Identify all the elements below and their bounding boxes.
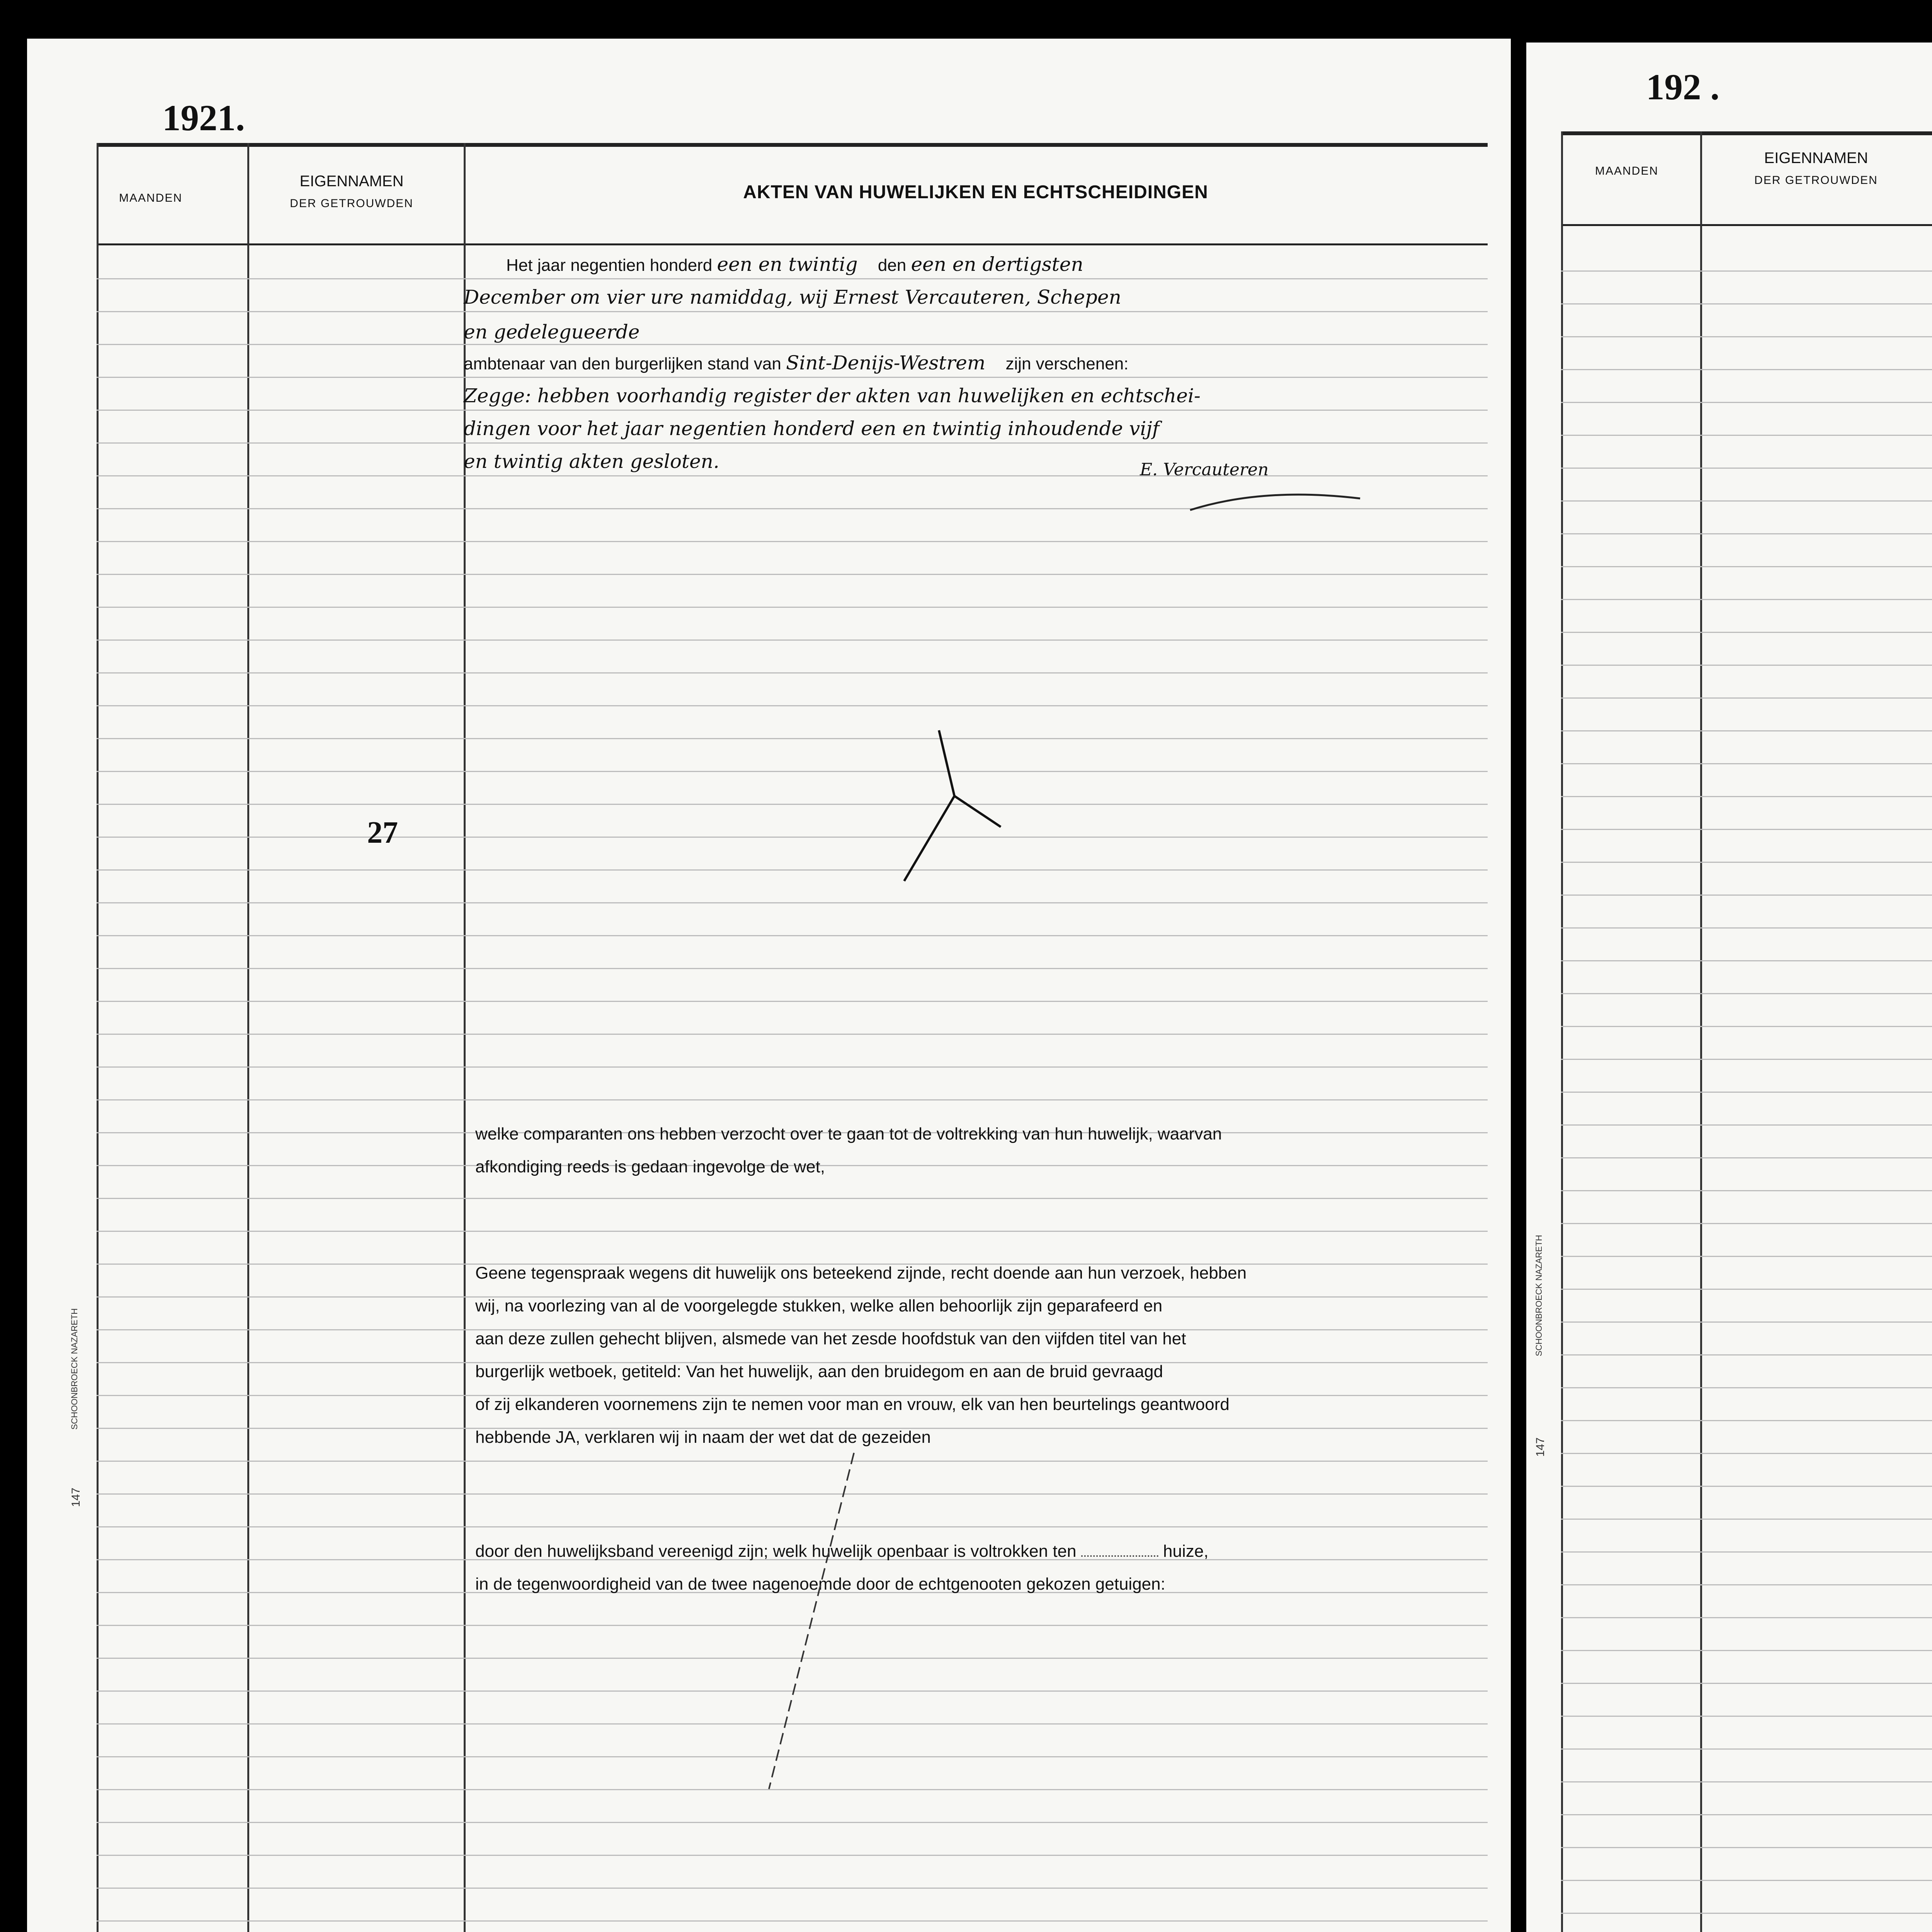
printer-imprint: SCHOONBROECK NAZARETH <box>1534 1235 1544 1356</box>
para1-line1: welke comparanten ons hebben verzocht over te gaan tot de voltrekking van hun huwelijk, waarvan <box>475 1124 1222 1143</box>
diagonal-cancel-line <box>761 1449 862 1797</box>
ruled-line <box>1561 1814 1932 1815</box>
ruled-line <box>97 738 1488 739</box>
signature-flourish <box>1186 483 1364 518</box>
para2-line6: hebbende JA, verklaren wij in naam der wet dat de gezeiden <box>475 1428 931 1447</box>
handwritten-day: een en dertigsten <box>911 253 1083 276</box>
ruled-line <box>1561 599 1932 600</box>
header-bottom-rule <box>1561 224 1932 226</box>
ruled-line <box>1561 1781 1932 1782</box>
ruled-line <box>97 410 1488 411</box>
ruled-line <box>1561 1420 1932 1421</box>
handwritten-municipality: Sint-Denijs-Westrem <box>786 352 986 374</box>
intro-line-4: ambtenaar van den burgerlijken stand van Sint-Denijs-Westrem zijn verschenen: <box>464 352 1129 374</box>
ruled-line <box>1561 1584 1932 1585</box>
left-register-page <box>27 39 1511 1932</box>
ruled-line <box>97 1001 1488 1002</box>
ruled-line <box>1561 1124 1932 1126</box>
ruled-line <box>1561 1289 1932 1290</box>
left-border <box>97 143 99 1932</box>
ruled-line <box>97 1231 1488 1232</box>
ruled-line <box>97 1099 1488 1100</box>
handwritten-year: een en twintig <box>717 253 858 276</box>
header-bottom-rule <box>97 243 1488 245</box>
para2-line3: aan deze zullen gehecht blijven, alsmede van het zesde hoofdstuk van den vijfden titel van het <box>475 1329 1186 1348</box>
ruled-line <box>97 1822 1488 1823</box>
closing-line-1: Zegge: hebben voorhandig register der akten van huwelijken en echtschei- <box>464 384 1201 407</box>
intro-line-1: Het jaar negentien honderd een en twintig den een en dertigsten <box>506 253 1083 276</box>
ruled-line <box>97 935 1488 936</box>
ruled-line <box>97 1066 1488 1068</box>
ruled-line <box>1561 1519 1932 1520</box>
cancel-mark <box>889 726 1005 889</box>
ruled-line <box>97 1855 1488 1856</box>
column-months: MAANDEN <box>119 192 182 204</box>
intro-line-2: December om vier ure namiddag, wij Ernest Vercauteren, Schepen <box>464 286 1121 308</box>
register-heading: AKTEN VAN HUWELIJKEN EN ECHTSCHEIDINGEN <box>743 182 1208 202</box>
ruled-line <box>1561 829 1932 830</box>
ruled-line <box>1561 1321 1932 1323</box>
ruled-line <box>1561 1716 1932 1717</box>
ruled-line <box>97 1888 1488 1889</box>
closing-line-3: en twintig akten gesloten. <box>464 450 719 473</box>
ruled-line <box>1561 270 1932 272</box>
ruled-line <box>1561 303 1932 304</box>
ruled-line <box>1561 500 1932 502</box>
para3-line1: door den huwelijksband vereenigd zijn; welk huwelijk openbaar is voltrokken ten huize, <box>475 1542 1209 1561</box>
ruled-line <box>1561 1190 1932 1191</box>
ruled-line <box>97 639 1488 641</box>
printer-number: 147 <box>70 1487 82 1507</box>
para3-line2: in de tegenwoordigheid van de twee nagenoemde door de echtgenooten gekozen getuigen: <box>475 1575 1165 1594</box>
ruled-line <box>1561 697 1932 699</box>
column-months: MAANDEN <box>1595 165 1658 177</box>
para2-line1: Geene tegenspraak wegens dit huwelijk ons beteekend zijnde, recht doende aan hun verzoek, hebben <box>475 1264 1247 1282</box>
ruled-line <box>97 541 1488 542</box>
ruled-line <box>97 902 1488 903</box>
printer-number: 147 <box>1534 1437 1547 1457</box>
ruled-line <box>1561 895 1932 896</box>
header-top-rule <box>97 143 1488 147</box>
ruled-line <box>1561 632 1932 633</box>
ruled-line <box>1561 468 1932 469</box>
column-names: EIGENNAMEN DER GETROUWDEN <box>1754 150 1878 187</box>
ruled-line <box>1561 369 1932 370</box>
ruled-line <box>1561 566 1932 567</box>
ruled-line <box>1561 1453 1932 1454</box>
ruled-line <box>1561 927 1932 929</box>
ruled-line <box>97 771 1488 772</box>
para2-line4: burgerlijk wetboek, getiteld: Van het huwelijk, aan den bruidegom en aan de bruid gevraagd <box>475 1362 1163 1381</box>
ruled-line <box>1561 1913 1932 1914</box>
ruled-line <box>97 1920 1488 1922</box>
para2-line2: wij, na voorlezing van al de voorgelegde stukken, welke allen behoorlijk zijn geparafeerd en <box>475 1296 1163 1315</box>
ruled-line <box>1561 1157 1932 1158</box>
ruled-line <box>97 1198 1488 1199</box>
ruled-line <box>1561 1486 1932 1487</box>
ruled-line <box>1561 1223 1932 1224</box>
ruled-line <box>1561 960 1932 961</box>
page-year: 1921. <box>162 97 245 138</box>
months-divider <box>1700 131 1702 1932</box>
closing-line-2: dingen voor het jaar negentien honderd een en twintig inhoudende vijf <box>464 417 1160 440</box>
ruled-line <box>97 672 1488 673</box>
ruled-line <box>1561 1387 1932 1388</box>
printer-imprint: SCHOONBROECK NAZARETH <box>70 1308 79 1430</box>
para2-line5: of zij elkanderen voornemens zijn te nemen voor man en vrouw, elk van hen beurtelings geantwoord <box>475 1395 1230 1414</box>
ruled-line <box>1561 763 1932 764</box>
ruled-line <box>97 968 1488 969</box>
page-year: 192 . <box>1646 66 1719 107</box>
ruled-line <box>1561 862 1932 863</box>
ruled-line <box>97 1034 1488 1035</box>
ruled-line <box>97 869 1488 871</box>
ruled-line <box>97 804 1488 805</box>
ruled-line <box>1561 1650 1932 1651</box>
ruled-line <box>1561 336 1932 337</box>
ruled-line <box>1561 1059 1932 1060</box>
ruled-line <box>1561 1617 1932 1618</box>
ruled-line <box>1561 796 1932 797</box>
ruled-line <box>1561 730 1932 731</box>
ruled-line <box>1561 1880 1932 1881</box>
ruled-line <box>1561 1748 1932 1750</box>
ruled-line <box>1561 1026 1932 1027</box>
ruled-line <box>1561 435 1932 436</box>
ruled-line <box>97 475 1488 476</box>
ruled-line <box>1561 1551 1932 1553</box>
months-divider <box>247 143 249 1932</box>
ruled-line <box>97 278 1488 279</box>
ruled-line <box>1561 1847 1932 1848</box>
ruled-line <box>1561 1092 1932 1093</box>
column-names: EIGENNAMEN DER GETROUWDEN <box>290 173 413 210</box>
ruled-line <box>97 344 1488 345</box>
ruled-line <box>97 607 1488 608</box>
header-top-rule <box>1561 131 1932 135</box>
ruled-line <box>1561 1683 1932 1684</box>
left-border <box>1561 131 1563 1932</box>
ruled-line <box>97 837 1488 838</box>
ruled-line <box>97 377 1488 378</box>
ruled-line <box>1561 665 1932 666</box>
ruled-line <box>1561 1354 1932 1355</box>
entry-number: 27 <box>367 816 398 850</box>
names-divider <box>464 143 466 1932</box>
intro-line-3: en gedelegueerde <box>464 321 640 343</box>
ruled-line <box>1561 402 1932 403</box>
ruled-line <box>1561 1256 1932 1257</box>
ruled-line <box>1561 533 1932 534</box>
ruled-line <box>1561 993 1932 994</box>
signature: E. Vercauteren <box>1140 460 1269 480</box>
ruled-line <box>97 311 1488 312</box>
right-register-page <box>1526 43 1932 1932</box>
ruled-line <box>97 442 1488 444</box>
ruled-line <box>97 574 1488 575</box>
para1-line2: afkondiging reeds is gedaan ingevolge de wet, <box>475 1157 825 1176</box>
ruled-line <box>97 705 1488 706</box>
